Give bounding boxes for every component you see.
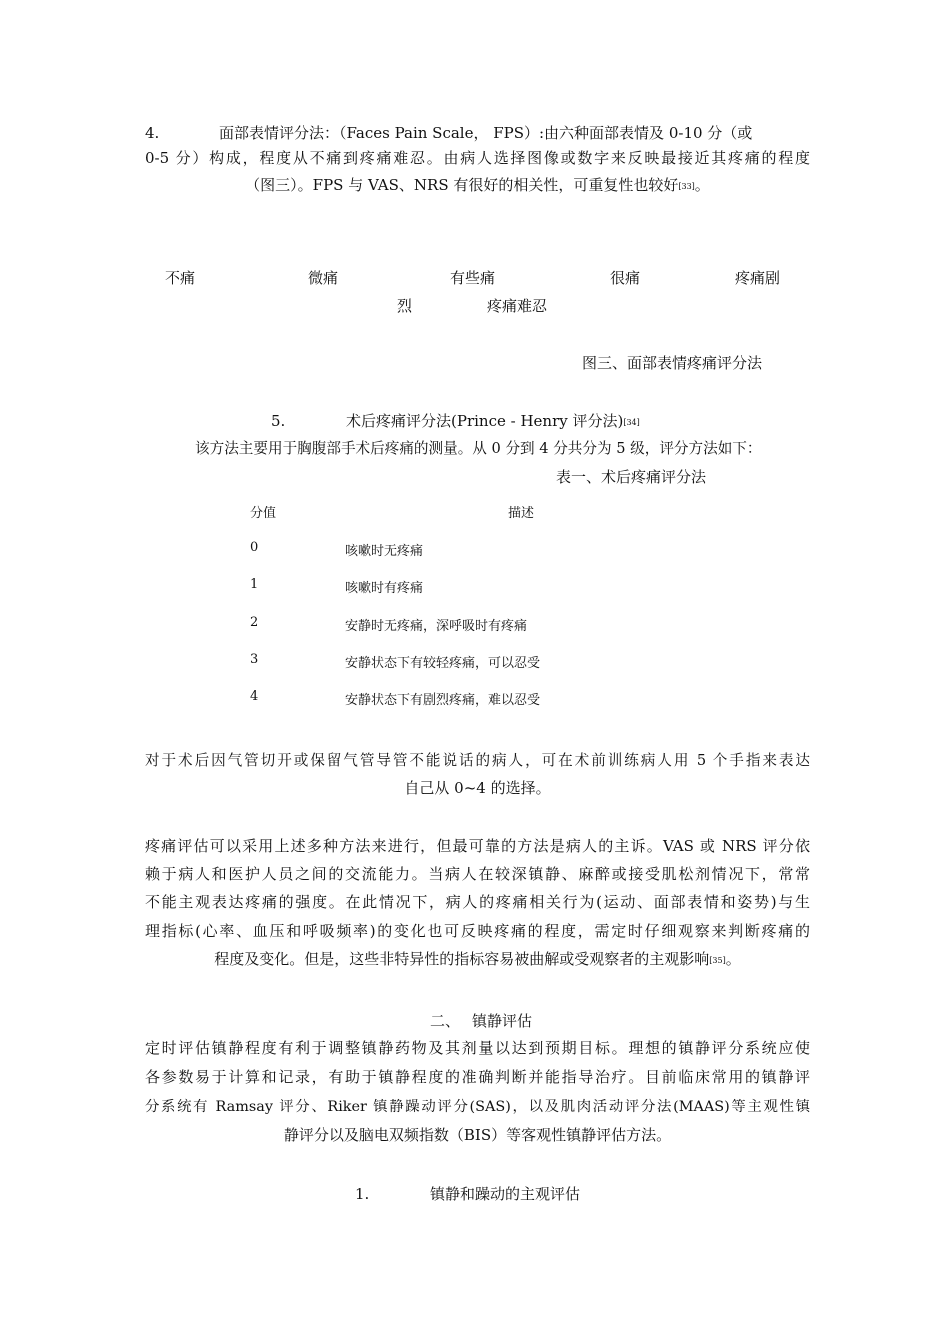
para2-line2: 赖于病人和医护人员之间的交流能力。当病人在较深镇静、麻醉或接受肌松剂情况下，常常 <box>145 865 810 883</box>
face-label-5: 疼痛难忍 <box>487 297 548 315</box>
para2-line4: 理指标(心率、血压和呼吸频率)的变化也可反映疼痛的程度，需定时仔细观察来判断疼痛的 <box>145 922 810 940</box>
table-row-2-score: 2 <box>250 615 259 630</box>
citation-33: [33] <box>678 182 695 191</box>
section4-line3-end: 。 <box>694 176 710 194</box>
section5-title <box>346 408 640 437</box>
face-label-1: 微痛 <box>308 269 339 287</box>
section-two-line2: 各参数易于计算和记录，有助于镇静程度的准确判断并能指导治疗。目前临床常用的镇静评 <box>145 1068 810 1086</box>
table-row-2-desc: 安静时无疼痛，深呼吸时有疼痛 <box>345 619 528 634</box>
para2-line3: 不能主观表达疼痛的强度。在此情况下，病人的疼痛相关行为(运动、面部表情和姿势)与生 <box>145 893 810 911</box>
note-line2: 自己从 0~4 的选择。 <box>404 779 551 797</box>
face-label-4: 疼痛剧 <box>735 269 781 287</box>
section-two-number: 二、 <box>430 1012 461 1030</box>
section-two-line4: 静评分以及脑电双频指数（BIS）等客观性镇静评估方法。 <box>283 1126 672 1144</box>
para2-line5-text: 程度及变化。但是，这些非特异性的指标容易被曲解或受观察者的主观影响 <box>214 950 710 968</box>
note-line1: 对于术后因气管切开或保留气管导管不能说话的病人，可在术前训练病人用 5 个手指来表达 <box>145 752 810 769</box>
section5-number: 5. <box>271 412 286 430</box>
section-two-line3: 分系统有 Ramsay 评分、Riker 镇静躁动评分(SAS)，以及肌肉活动评分法(MAAS)等主观性镇 <box>145 1099 810 1115</box>
table-row-0-desc: 咳嗽时无疼痛 <box>345 544 424 559</box>
subsection1-title: 镇静和躁动的主观评估 <box>430 1185 581 1203</box>
section5-intro: 该方法主要用于胸腹部手术后疼痛的测量。从 0 分到 4 分共分为 5 级，评分方法如下： <box>195 440 762 457</box>
table-row-3-score: 3 <box>250 652 259 667</box>
subsection1-number: 1. <box>355 1185 370 1203</box>
table-row-0-score: 0 <box>250 540 259 555</box>
table-header-description: 描述 <box>508 506 535 521</box>
table-row-1-desc: 咳嗽时有疼痛 <box>345 581 424 596</box>
face-label-3: 很痛 <box>610 269 641 287</box>
table-row-3-desc: 安静状态下有较轻疼痛，可以忍受 <box>345 656 541 671</box>
section4-line3-text: （图三）。FPS 与 VAS、NRS 有很好的相关性，可重复性也较好 <box>245 176 679 194</box>
section4-line1: 面部表情评分法：（Faces Pain Scale， FPS）:由六种面部表情及 0-10 分（或 <box>219 124 753 142</box>
para2-line1: 疼痛评估可以采用上述多种方法来进行，但最可靠的方法是病人的主诉。VAS 或 NRS 评分依 <box>145 837 810 855</box>
citation-35: [35] <box>709 956 726 965</box>
section-two-heading: 镇静评估 <box>472 1012 533 1030</box>
citation-34: [34] <box>623 418 640 427</box>
table-row-4-desc: 安静状态下有剧烈疼痛，难以忍受 <box>345 693 541 708</box>
section4-line3 <box>145 174 810 195</box>
section-two-line1: 定时评估镇静程度有利于调整镇静药物及其剂量以达到预期目标。理想的镇静评分系统应使 <box>145 1039 810 1057</box>
section4-number: 4. <box>145 124 160 142</box>
table-header-score: 分值 <box>250 506 277 521</box>
face-label-0: 不痛 <box>165 269 196 287</box>
table-row-4-score: 4 <box>250 689 259 704</box>
section5-title-text: 术后疼痛评分法(Prince - Henry 评分法) <box>346 412 624 430</box>
table-row-1-score: 1 <box>250 577 259 592</box>
face-label-2: 有些痛 <box>450 269 496 287</box>
figure-caption: 图三、面部表情疼痛评分法 <box>582 354 763 372</box>
para2-line5-end: 。 <box>725 950 741 968</box>
para2-line5 <box>145 948 810 969</box>
table-caption: 表一、术后疼痛评分法 <box>556 468 707 486</box>
face-label-4-cont: 烈 <box>397 297 413 315</box>
section4-line2: 0-5 分）构成，程度从不痛到疼痛难忍。由病人选择图像或数字来反映最接近其疼痛的程度 <box>145 149 810 167</box>
